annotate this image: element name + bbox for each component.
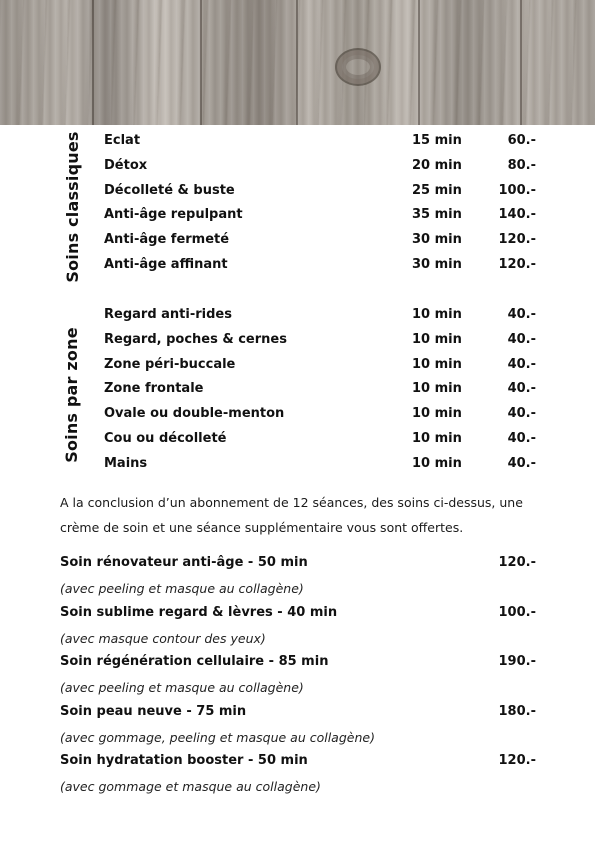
package-note: (avec gommage et masque au collagène) [60,779,321,794]
plank-seam [418,0,420,125]
service-row [104,183,536,203]
package-title: Soin hydratation booster - 50 min [60,753,308,768]
subscription-note-line: crème de soin et une séance supplémentaire vous sont offertes. [60,520,464,535]
service-row [104,357,536,377]
service-row [104,158,536,178]
package-row [60,654,536,674]
service-row [104,381,536,401]
package-row [60,704,536,724]
service-price: 40.- [507,307,536,322]
service-price: 40.- [507,381,536,396]
service-duration: 10 min [412,307,462,322]
service-row [104,307,536,327]
package-title: Soin peau neuve - 75 min [60,704,247,719]
service-row [104,332,536,352]
service-name: Détox [104,158,148,173]
package-price: 180.- [498,704,536,719]
service-price: 60.- [507,133,536,148]
service-price: 40.- [507,357,536,372]
wood-knot [335,48,381,86]
subscription-note-line: A la conclusion d’un abonnement de 12 séances, des soins ci-dessus, une [60,495,523,510]
service-name: Zone péri-buccale [104,357,236,372]
service-name: Décolleté & buste [104,183,235,198]
package-title: Soin régénération cellulaire - 85 min [60,654,329,669]
service-duration: 10 min [412,332,462,347]
plank-seam [92,0,94,125]
service-name: Zone frontale [104,381,204,396]
service-duration: 10 min [412,456,462,471]
service-duration: 35 min [412,207,462,222]
service-duration: 15 min [412,133,462,148]
service-duration: 30 min [412,257,462,272]
service-row [104,257,536,277]
service-name: Cou ou décolleté [104,431,227,446]
service-price: 80.- [507,158,536,173]
service-row [104,133,536,153]
package-note: (avec masque contour des yeux) [60,631,266,646]
service-row [104,232,536,252]
package-title: Soin sublime regard & lèvres - 40 min [60,605,338,620]
package-price: 190.- [498,654,536,669]
package-price: 120.- [498,753,536,768]
service-price: 140.- [498,207,536,222]
service-duration: 30 min [412,232,462,247]
service-duration: 10 min [412,406,462,421]
service-price: 40.- [507,406,536,421]
service-price: 40.- [507,431,536,446]
package-row [60,555,536,575]
service-price: 120.- [498,257,536,272]
package-row [60,753,536,773]
plank-seam [520,0,522,125]
package-price: 100.- [498,605,536,620]
subscription-note [60,490,550,540]
wood-header-image [0,0,595,125]
service-name: Regard anti-rides [104,307,232,322]
service-name: Eclat [104,133,141,148]
package-price: 120.- [498,555,536,570]
service-name: Mains [104,456,148,471]
service-row [104,431,536,451]
service-name: Anti-âge fermeté [104,232,230,247]
service-row [104,456,536,476]
service-row [104,406,536,426]
service-price: 40.- [507,332,536,347]
service-duration: 10 min [412,431,462,446]
package-title: Soin rénovateur anti-âge - 50 min [60,555,308,570]
service-duration: 10 min [412,381,462,396]
plank-seam [200,0,202,125]
package-note: (avec peeling et masque au collagène) [60,680,304,695]
section-title-classiques: Soins classiques [63,131,82,283]
service-price: 40.- [507,456,536,471]
package-note: (avec peeling et masque au collagène) [60,581,304,596]
service-name: Regard, poches & cernes [104,332,287,347]
package-row [60,605,536,625]
service-name: Ovale ou double-menton [104,406,285,421]
service-duration: 10 min [412,357,462,372]
service-name: Anti-âge repulpant [104,207,243,222]
service-price: 120.- [498,232,536,247]
service-price: 100.- [498,183,536,198]
service-row [104,207,536,227]
service-duration: 25 min [412,183,462,198]
service-name: Anti-âge affinant [104,257,228,272]
plank-seam [296,0,298,125]
package-note: (avec gommage, peeling et masque au collagène) [60,730,375,745]
service-duration: 20 min [412,158,462,173]
section-title-par-zone: Soins par zone [62,327,81,463]
